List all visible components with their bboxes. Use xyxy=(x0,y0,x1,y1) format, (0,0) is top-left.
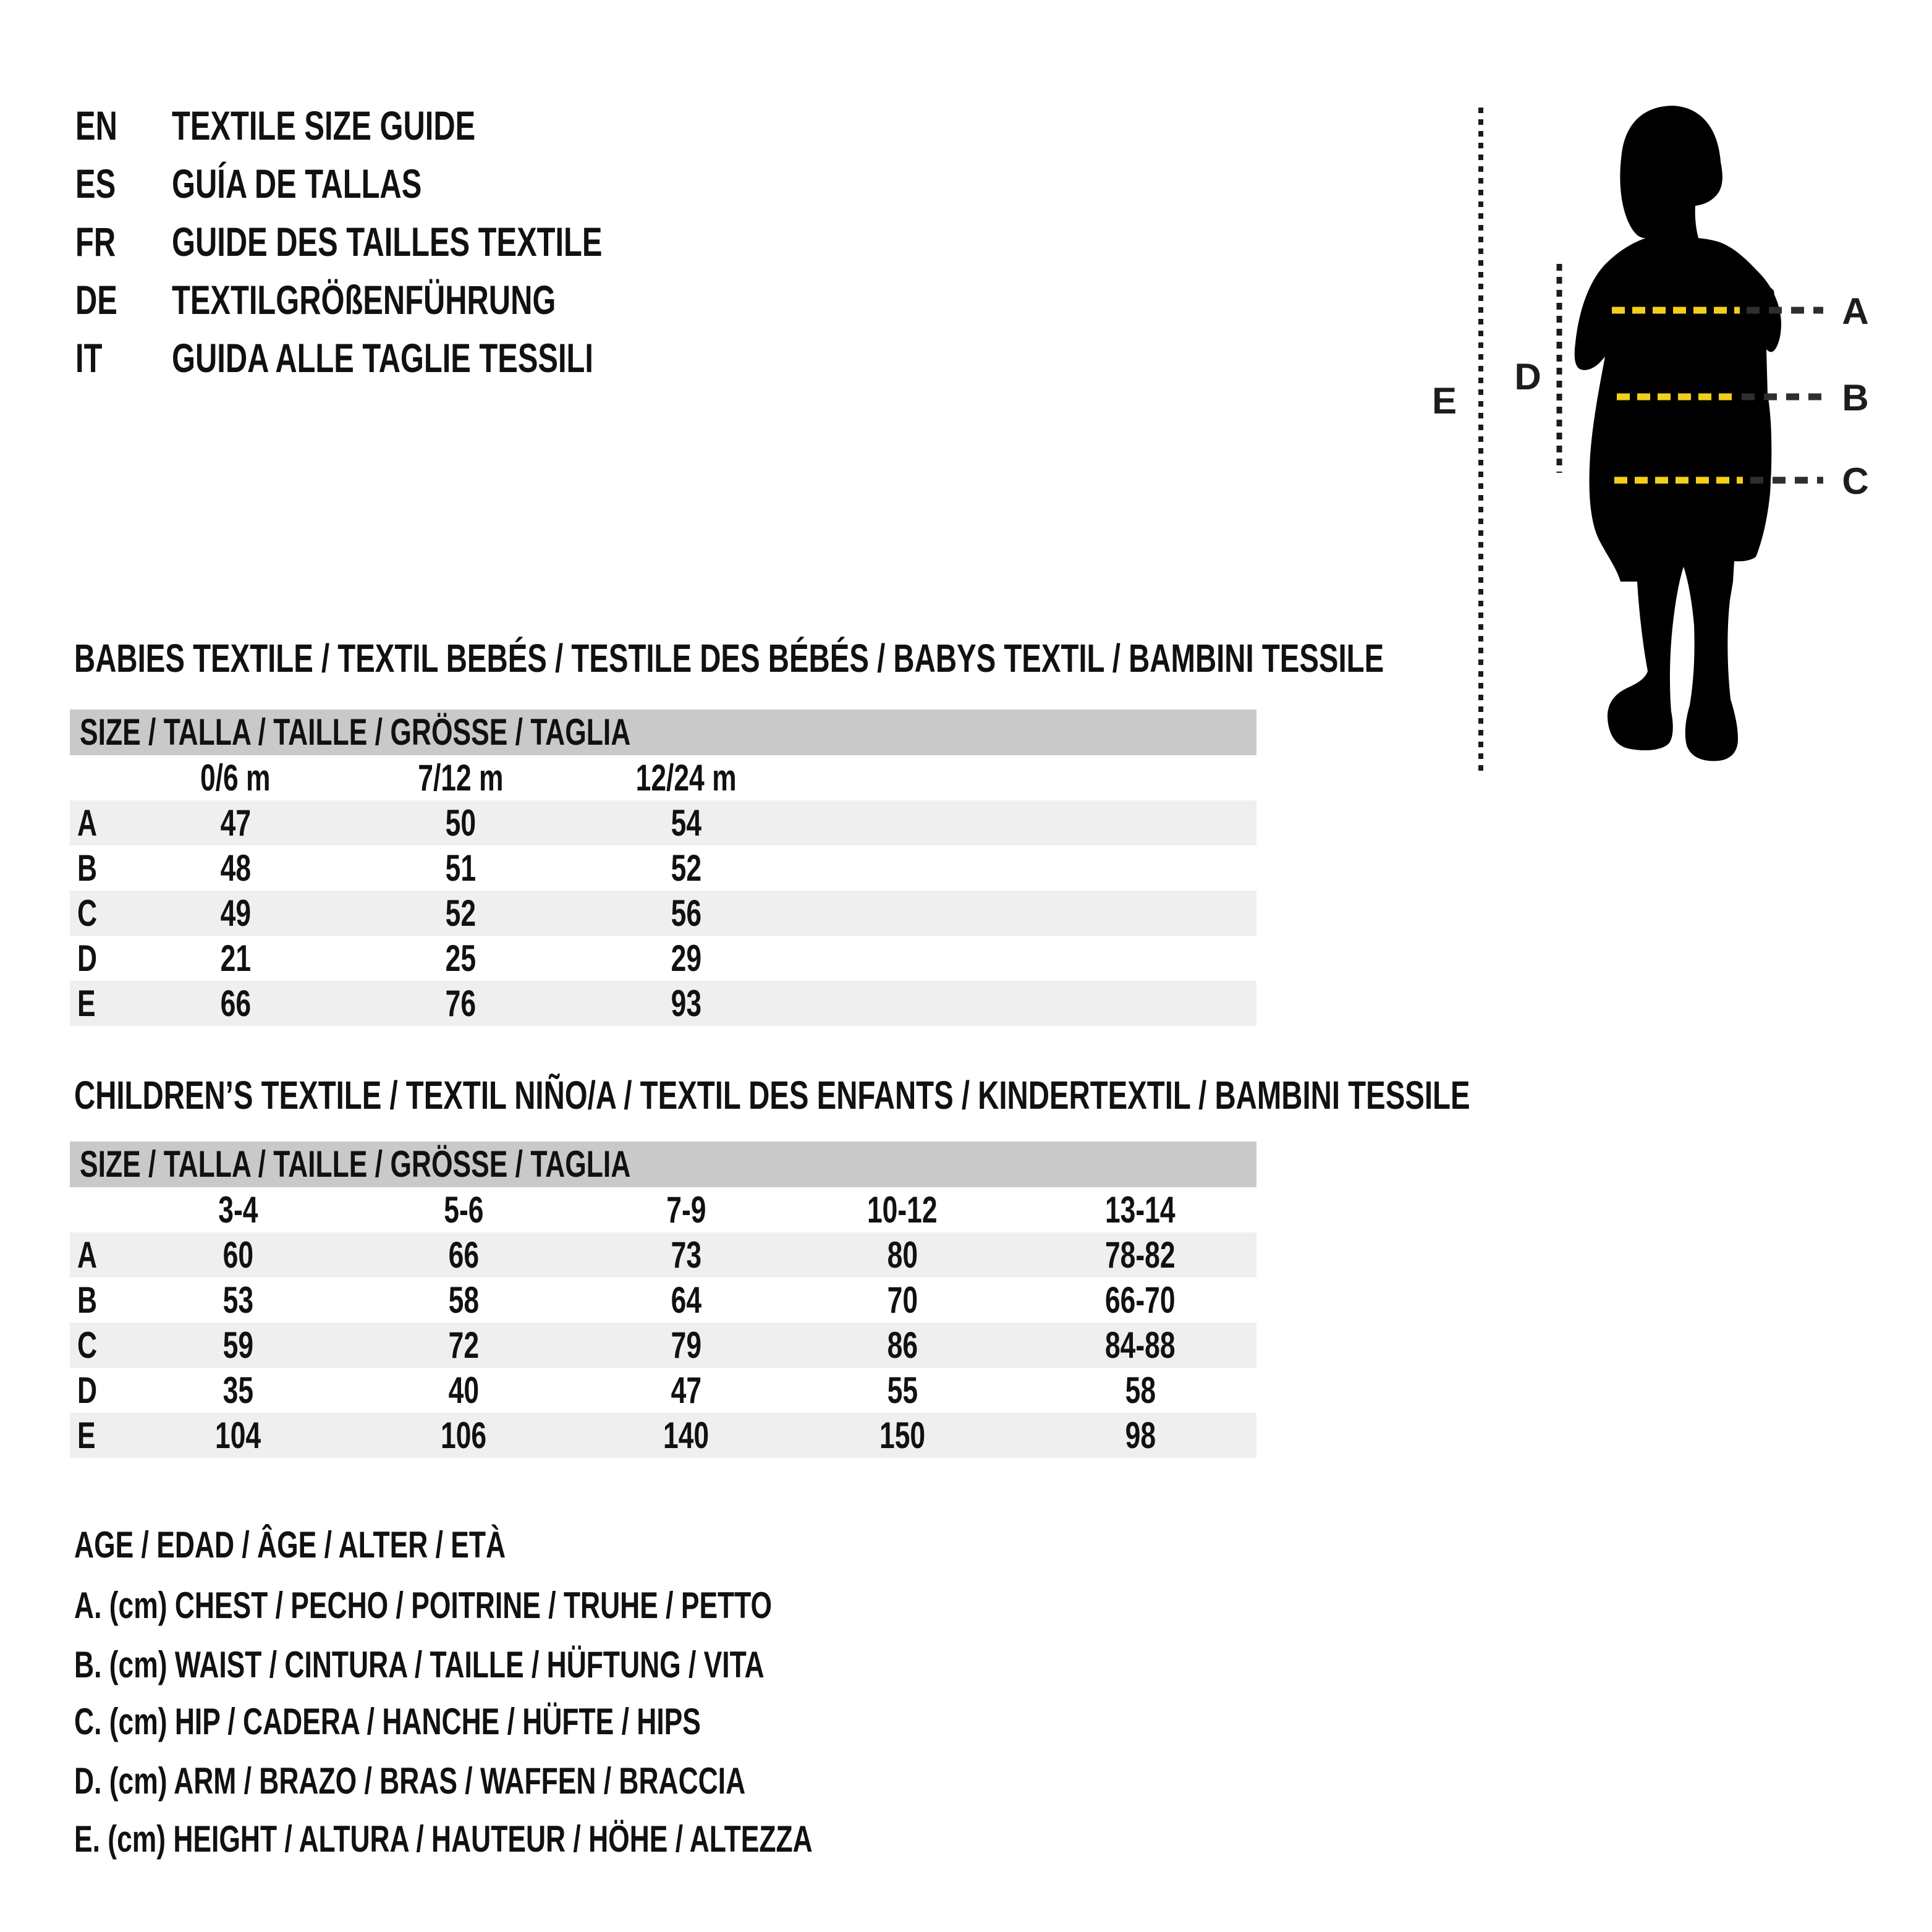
table-row-c xyxy=(70,891,1256,936)
column-header xyxy=(575,755,797,800)
legend-line-height xyxy=(74,1811,1072,1867)
language-code-text: DE xyxy=(75,277,117,323)
cell-text: 80 xyxy=(887,1234,918,1276)
table-cell xyxy=(1029,1232,1252,1277)
table-cell xyxy=(127,1277,349,1323)
guide-title-it xyxy=(172,329,742,387)
column-header xyxy=(352,1187,575,1232)
measurement-figure xyxy=(1415,93,1891,797)
language-code-es xyxy=(75,155,130,213)
table-cell xyxy=(575,936,797,981)
cell-text: 50 xyxy=(445,802,476,844)
cell-text: 56 xyxy=(671,892,701,934)
children-size-table xyxy=(70,1142,1256,1458)
cell-text: 52 xyxy=(671,847,701,889)
row-label-text: B xyxy=(77,847,98,889)
column-header xyxy=(124,755,347,800)
babies-section-heading xyxy=(74,632,1844,685)
table-row-e xyxy=(70,1413,1256,1458)
size-header-label xyxy=(80,710,824,755)
column-header xyxy=(349,755,572,800)
children-section-heading xyxy=(74,1069,1932,1122)
table-row-b xyxy=(70,845,1256,891)
cell-text: 47 xyxy=(220,802,251,844)
guide-title-es xyxy=(172,155,509,213)
table-cell xyxy=(575,800,797,845)
cell-text: 66-70 xyxy=(1105,1279,1176,1321)
cell-text: 84-88 xyxy=(1105,1324,1176,1366)
column-header-text: 5-6 xyxy=(443,1189,484,1231)
cell-text: 47 xyxy=(671,1370,701,1411)
language-code-text: ES xyxy=(75,161,116,206)
cell-text: 21 xyxy=(220,938,251,979)
language-code-text: IT xyxy=(75,335,103,381)
babies-heading-text: BABIES TEXTILE / TEXTIL BEBÉS / TESTILE DES BÉBÉS / BABYS TEXTIL / BAMBINI TESSILE xyxy=(74,636,1384,680)
legend-text: C. (cm) HIP / CADERA / HANCHE / HÜFTE / HIPS xyxy=(74,1701,701,1742)
table-cell xyxy=(124,891,347,936)
size-header-text: SIZE / TALLA / TAILLE / GRÖSSE / TAGLIA xyxy=(80,1143,631,1185)
legend-text: E. (cm) HEIGHT / ALTURA / HAUTEUR / HÖHE / ALTEZZA xyxy=(74,1818,813,1860)
column-header-text: 0/6 m xyxy=(200,757,271,799)
cell-text: 70 xyxy=(887,1279,918,1321)
cell-text: 59 xyxy=(222,1324,253,1366)
guide-title-fr xyxy=(172,213,753,271)
babies-size-header-bar xyxy=(70,710,1256,755)
cell-text: 79 xyxy=(671,1324,701,1366)
table-row-a xyxy=(70,800,1256,845)
table-cell xyxy=(127,1368,349,1413)
cell-text: 78-82 xyxy=(1105,1234,1176,1276)
cell-text: 98 xyxy=(1125,1415,1156,1456)
table-cell xyxy=(352,1232,575,1277)
table-cell xyxy=(352,1323,575,1368)
language-code-en xyxy=(75,96,132,155)
guide-title-text: TEXTILGRÖßENFÜHRUNG xyxy=(172,277,556,323)
guide-title-text: GUIDA ALLE TAGLIE TESSILI xyxy=(172,335,593,381)
cell-text: 72 xyxy=(448,1324,479,1366)
table-cell xyxy=(124,981,347,1026)
cell-text: 150 xyxy=(879,1415,926,1456)
table-cell xyxy=(352,1368,575,1413)
cell-text: 60 xyxy=(222,1234,253,1276)
table-cell xyxy=(349,800,572,845)
cell-text: 140 xyxy=(663,1415,710,1456)
legend-line-chest xyxy=(74,1578,1017,1633)
language-code-text: EN xyxy=(75,103,117,148)
column-header-text: 7/12 m xyxy=(417,757,504,799)
row-label-text: C xyxy=(77,1324,98,1366)
row-label xyxy=(77,1323,104,1368)
cell-text: 58 xyxy=(448,1279,479,1321)
cell-text: 106 xyxy=(440,1415,487,1456)
cell-text: 86 xyxy=(887,1324,918,1366)
language-code-de xyxy=(75,271,132,329)
column-header xyxy=(791,1187,1014,1232)
cell-text: 93 xyxy=(671,983,701,1024)
row-label xyxy=(77,981,102,1026)
legend-line-hip xyxy=(74,1694,921,1750)
cell-text: 49 xyxy=(220,892,251,934)
babies-column-header-row xyxy=(70,755,1256,800)
column-header-text: 13-14 xyxy=(1105,1189,1176,1231)
cell-text: 73 xyxy=(671,1234,701,1276)
legend-line-waist xyxy=(74,1637,1007,1693)
cell-text: 58 xyxy=(1125,1370,1156,1411)
size-header-text: SIZE / TALLA / TAILLE / GRÖSSE / TAGLIA xyxy=(80,711,631,753)
row-label xyxy=(77,1413,102,1458)
table-cell xyxy=(791,1368,1014,1413)
column-header xyxy=(575,1187,797,1232)
table-cell xyxy=(352,1413,575,1458)
table-cell xyxy=(575,845,797,891)
table-cell xyxy=(127,1413,349,1458)
table-cell xyxy=(1029,1413,1252,1458)
table-cell xyxy=(349,936,572,981)
cell-text: 54 xyxy=(671,802,701,844)
cell-text: 104 xyxy=(214,1415,261,1456)
cell-text: 48 xyxy=(220,847,251,889)
cell-text: 53 xyxy=(222,1279,253,1321)
column-header-text: 3-4 xyxy=(218,1189,258,1231)
guide-title-de xyxy=(172,271,691,329)
table-cell xyxy=(791,1277,1014,1323)
legend-text: D. (cm) ARM / BRAZO / BRAS / WAFFEN / BRACCIA xyxy=(74,1760,746,1802)
column-header-text: 12/24 m xyxy=(635,757,737,799)
table-cell xyxy=(127,1323,349,1368)
children-column-header-row xyxy=(70,1187,1256,1232)
cell-text: 52 xyxy=(445,892,476,934)
row-label xyxy=(77,845,104,891)
row-label xyxy=(77,891,104,936)
table-cell xyxy=(575,1413,797,1458)
cell-text: 64 xyxy=(671,1279,701,1321)
row-label-text: C xyxy=(77,892,98,934)
cell-text: 35 xyxy=(222,1370,253,1411)
row-label-text: B xyxy=(77,1279,98,1321)
table-cell xyxy=(575,1277,797,1323)
table-cell xyxy=(1029,1368,1252,1413)
legend-text: A. (cm) CHEST / PECHO / POITRINE / TRUHE / PETTO xyxy=(74,1585,773,1626)
table-cell xyxy=(575,981,797,1026)
table-cell xyxy=(349,981,572,1026)
cell-text: 51 xyxy=(445,847,476,889)
table-cell xyxy=(124,936,347,981)
language-code-fr xyxy=(75,213,130,271)
cell-text: 25 xyxy=(445,938,476,979)
table-cell xyxy=(127,1232,349,1277)
row-label-text: D xyxy=(77,938,98,979)
table-cell xyxy=(352,1277,575,1323)
language-code-it xyxy=(75,329,112,387)
row-label-text: E xyxy=(77,1415,96,1456)
table-row-b xyxy=(70,1277,1256,1323)
table-cell xyxy=(575,1232,797,1277)
children-size-header-bar xyxy=(70,1142,1256,1187)
row-label-text: A xyxy=(77,1234,98,1276)
cell-text: 66 xyxy=(448,1234,479,1276)
table-cell xyxy=(1029,1277,1252,1323)
table-cell xyxy=(575,891,797,936)
row-label xyxy=(77,1277,104,1323)
guide-title-text: GUÍA DE TALLAS xyxy=(172,161,422,206)
children-heading-text: CHILDREN’S TEXTILE / TEXTIL NIÑO/A / TEXTIL DES ENFANTS / KINDERTEXTIL / BAMBINI TESSILE xyxy=(74,1073,1470,1117)
height-label: E xyxy=(1431,380,1457,422)
row-label xyxy=(77,1232,104,1277)
cell-text: 66 xyxy=(220,983,251,1024)
arm-label: D xyxy=(1514,356,1541,397)
cell-text: 76 xyxy=(445,983,476,1024)
table-row-a xyxy=(70,1232,1256,1277)
row-label-text: D xyxy=(77,1370,98,1411)
table-cell xyxy=(349,845,572,891)
table-cell xyxy=(791,1323,1014,1368)
cell-text: 55 xyxy=(887,1370,918,1411)
babies-size-table xyxy=(70,710,1256,1026)
row-label xyxy=(77,1368,104,1413)
row-label xyxy=(77,800,104,845)
table-cell xyxy=(124,800,347,845)
chest-label: A xyxy=(1842,290,1869,332)
row-label-text: A xyxy=(77,802,98,844)
table-cell xyxy=(575,1323,797,1368)
cell-text: 40 xyxy=(448,1370,479,1411)
table-row-c xyxy=(70,1323,1256,1368)
hip-label: C xyxy=(1842,460,1869,502)
table-cell xyxy=(791,1232,1014,1277)
table-row-e xyxy=(70,981,1256,1026)
row-label xyxy=(77,936,104,981)
legend-line-arm xyxy=(74,1753,981,1809)
table-cell xyxy=(1029,1323,1252,1368)
table-row-d xyxy=(70,1368,1256,1413)
guide-title-text: TEXTILE SIZE GUIDE xyxy=(172,103,476,148)
cell-text: 29 xyxy=(671,938,701,979)
table-cell xyxy=(791,1413,1014,1458)
column-header xyxy=(127,1187,349,1232)
table-cell xyxy=(575,1368,797,1413)
legend-text: B. (cm) WAIST / CINTURA / TAILLE / HÜFTUNG / VITA xyxy=(74,1644,765,1685)
waist-label: B xyxy=(1842,377,1869,418)
table-cell xyxy=(349,891,572,936)
legend-line-age xyxy=(74,1517,657,1573)
column-header-text: 7-9 xyxy=(666,1189,706,1231)
size-header-label xyxy=(80,1142,824,1187)
table-cell xyxy=(124,845,347,891)
guide-title-text: GUIDE DES TAILLES TEXTILE xyxy=(172,219,603,265)
column-header xyxy=(1029,1187,1252,1232)
guide-title-en xyxy=(172,96,582,155)
legend-text: AGE / EDAD / ÂGE / ALTER / ETÀ xyxy=(74,1524,506,1566)
row-label-text: E xyxy=(77,983,96,1024)
table-row-d xyxy=(70,936,1256,981)
language-code-text: FR xyxy=(75,219,116,265)
column-header-text: 10-12 xyxy=(867,1189,938,1231)
